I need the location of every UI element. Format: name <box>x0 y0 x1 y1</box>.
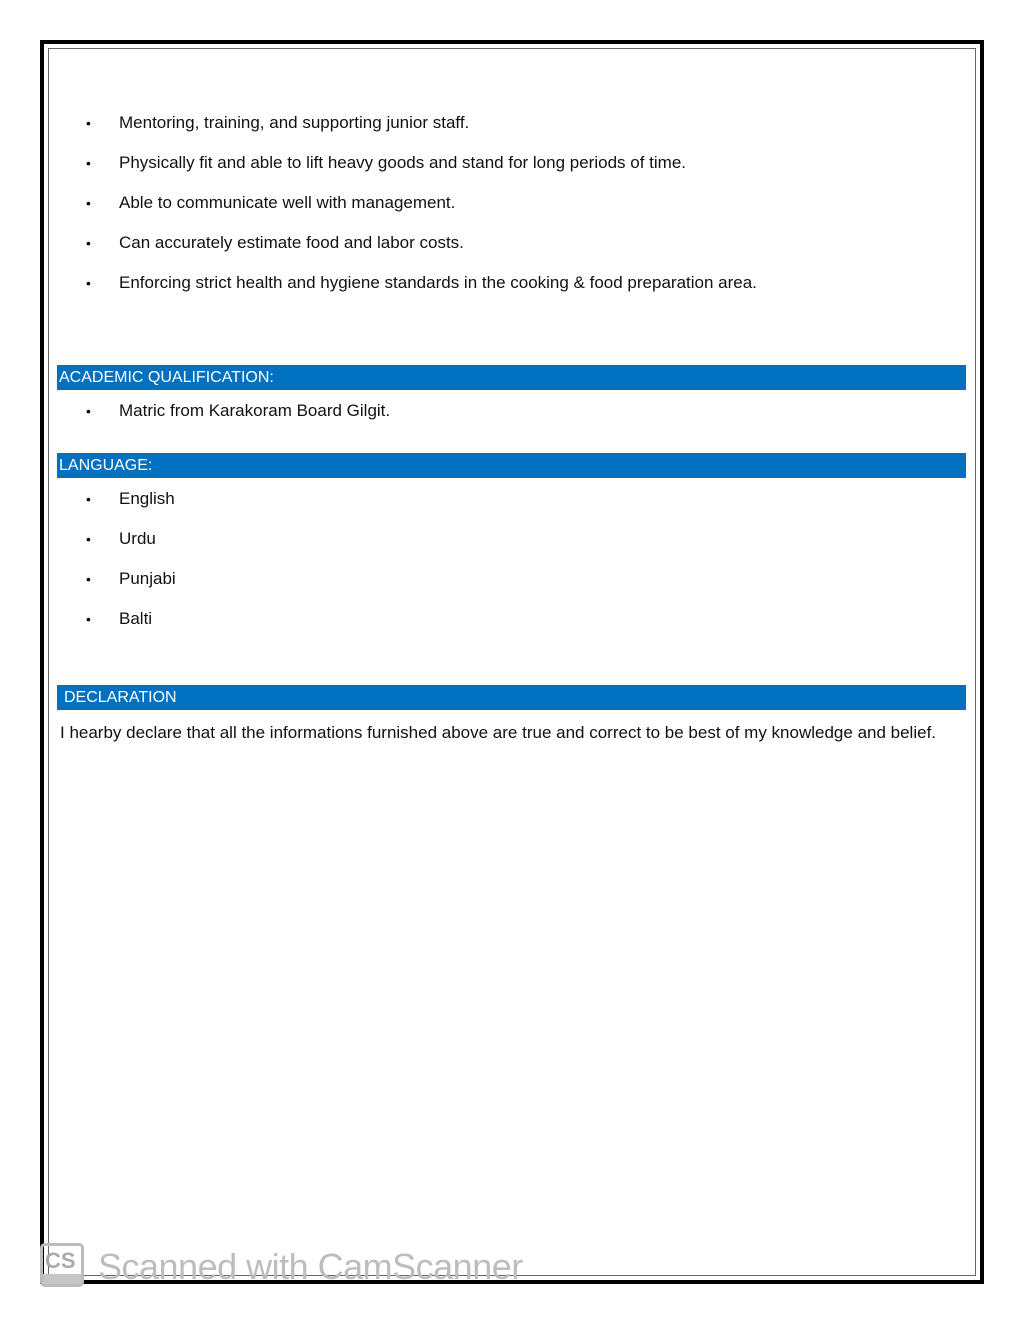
language-item: • Punjabi <box>86 569 176 588</box>
bullet-icon: • <box>86 235 91 251</box>
skill-item: • Able to communicate well with management. <box>86 193 456 212</box>
academic-section-header: ACADEMIC QUALIFICATION: <box>57 365 966 390</box>
bullet-icon: • <box>86 195 91 211</box>
language-item: • Balti <box>86 609 153 628</box>
bullet-icon: • <box>86 531 91 547</box>
declaration-section-header: DECLARATION <box>57 685 966 710</box>
skill-item: • Can accurately estimate food and labor costs. <box>86 233 464 252</box>
language-item: • Urdu <box>86 529 156 548</box>
bullet-icon: • <box>86 403 91 419</box>
watermark-text: Scanned with CamScanner <box>98 1246 523 1287</box>
declaration-text: I hearby declare that all the informations furnished above are true and correct to be best of my knowledge and belief. <box>60 723 937 742</box>
page-border <box>40 40 984 1284</box>
camscanner-logo-icon: CS <box>40 1243 84 1287</box>
skill-item: • Physically fit and able to lift heavy goods and stand for long periods of time. <box>86 153 686 172</box>
bullet-icon: • <box>86 611 91 627</box>
language-section-header: LANGUAGE: <box>57 453 966 478</box>
bullet-icon: • <box>86 275 91 291</box>
language-item: • English <box>86 489 175 508</box>
bullet-icon: • <box>86 155 91 171</box>
skill-item: • Enforcing strict health and hygiene standards in the cooking & food preparation area. <box>86 273 757 292</box>
skill-item: • Mentoring, training, and supporting junior staff. <box>86 113 470 132</box>
bullet-icon: • <box>86 571 91 587</box>
camscanner-watermark <box>40 1243 523 1287</box>
bullet-icon: • <box>86 491 91 507</box>
academic-item: • Matric from Karakoram Board Gilgit. <box>86 401 391 420</box>
bullet-icon: • <box>86 115 91 131</box>
